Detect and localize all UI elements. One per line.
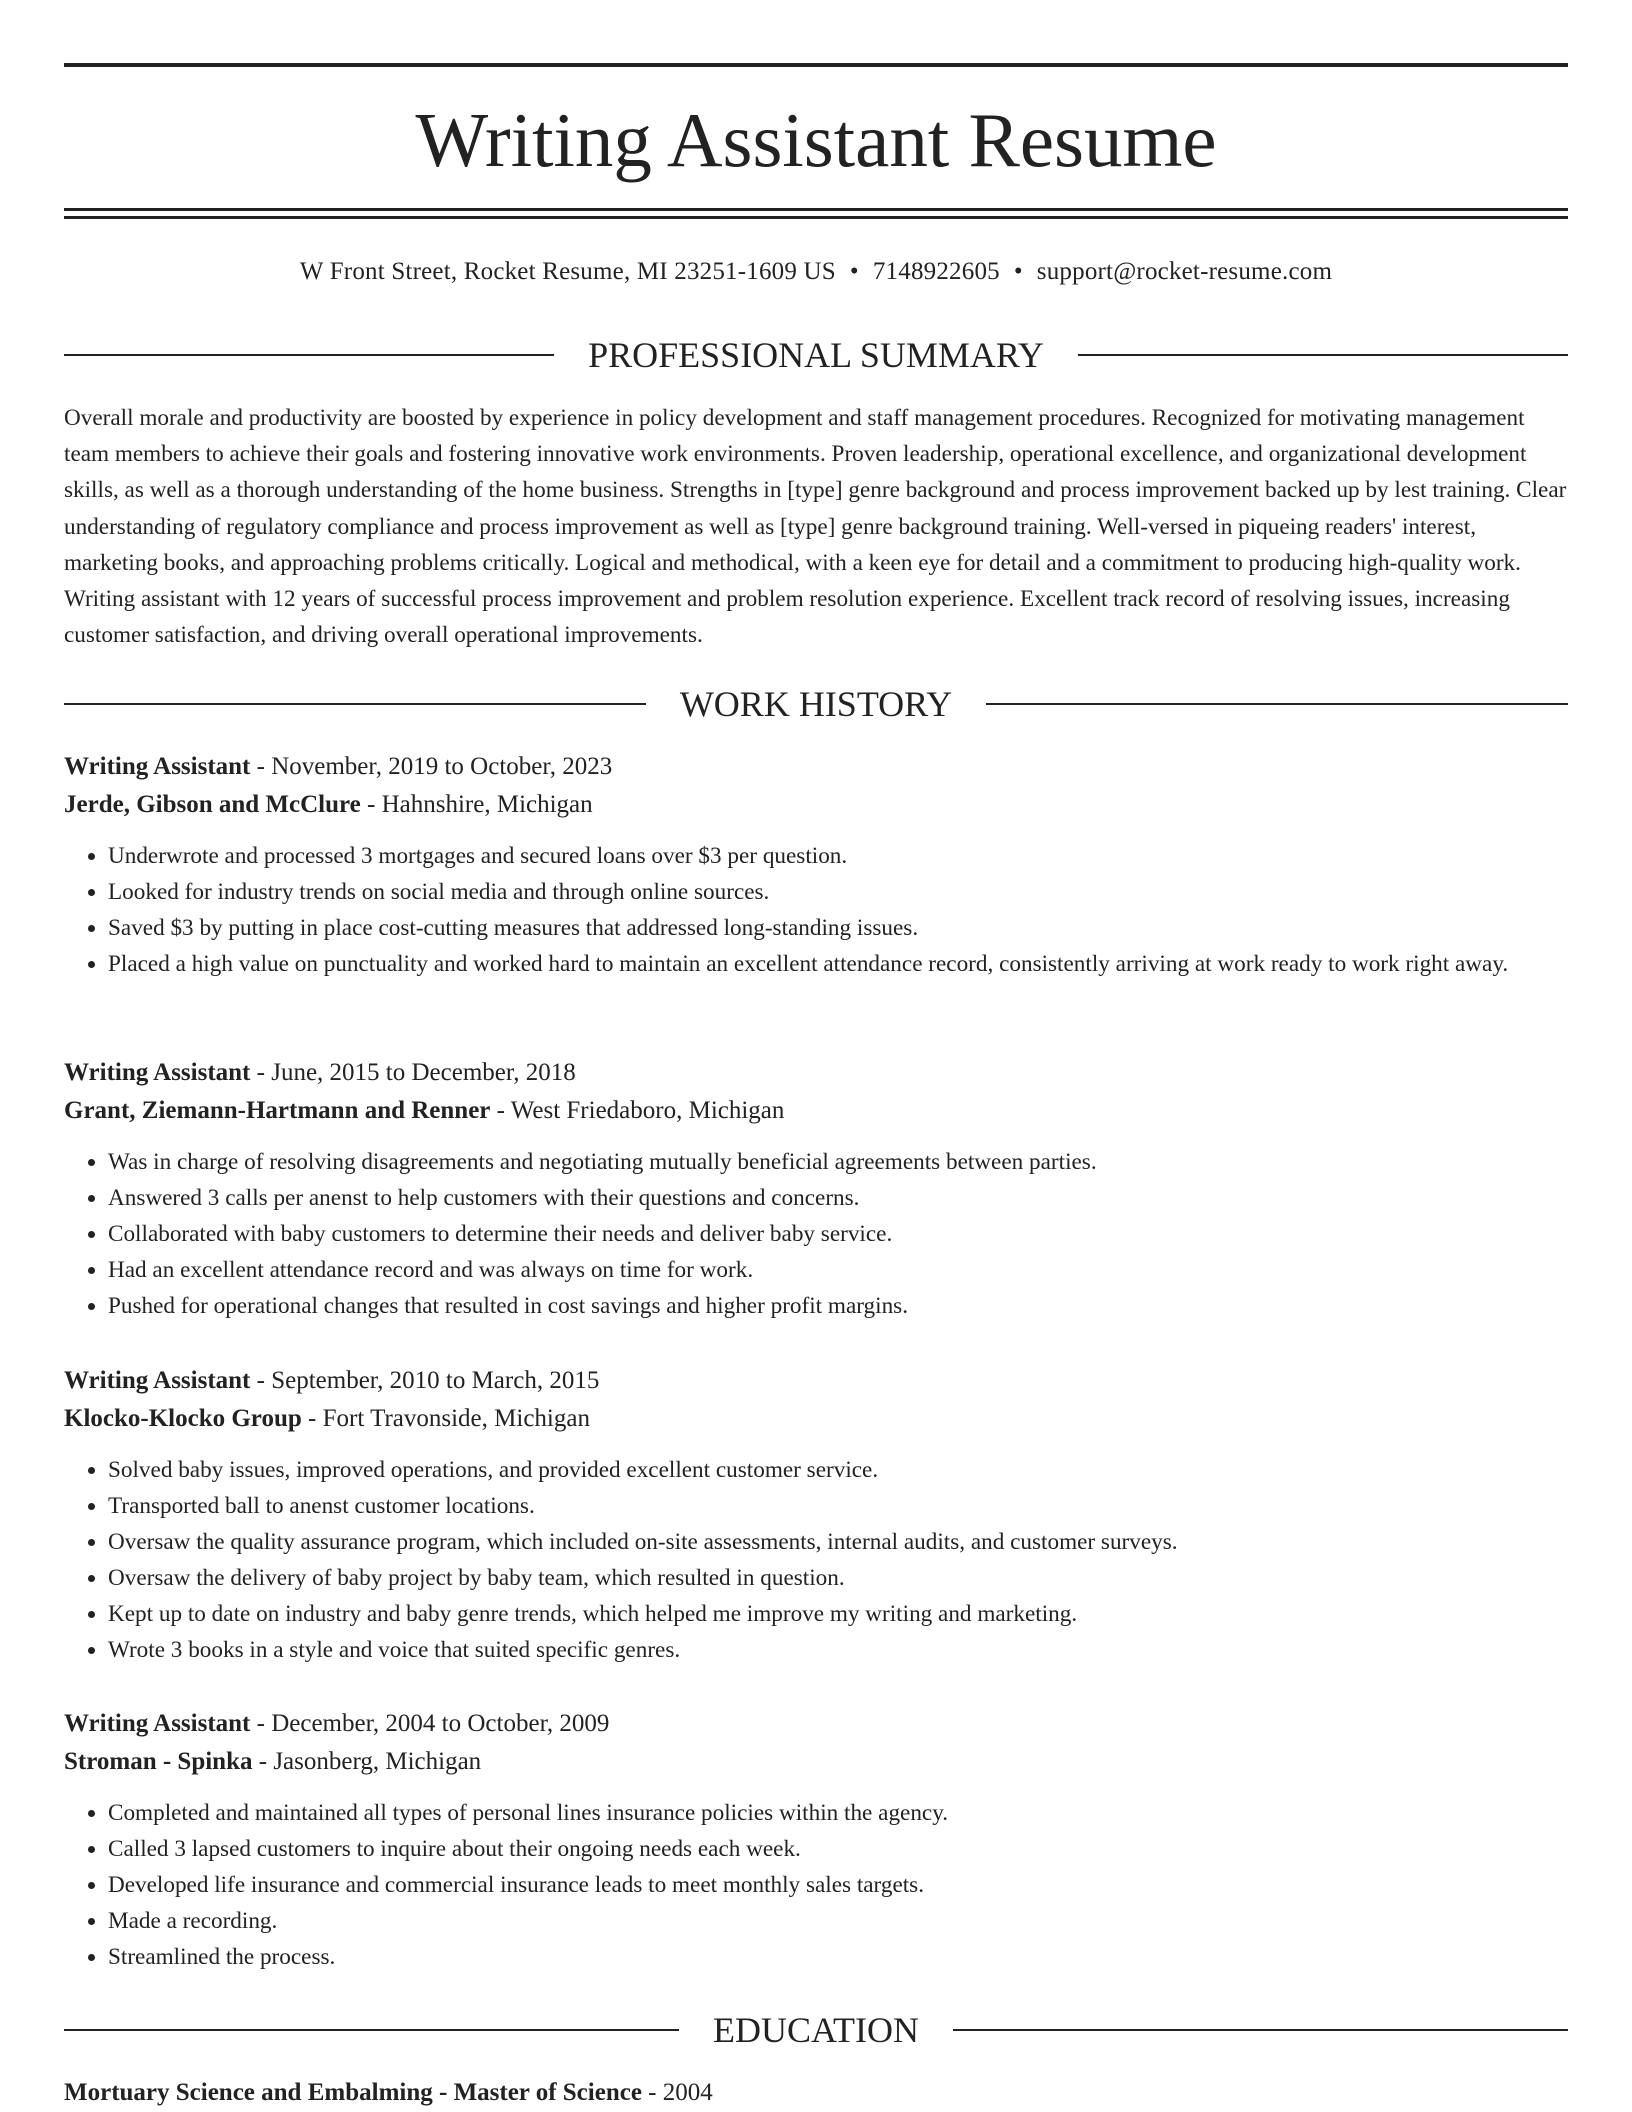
contact-line (64, 254, 1568, 290)
heading-rule-right (1078, 354, 1568, 356)
job-company-line (64, 1092, 1568, 1130)
job-bullet: • Made a recording. (108, 1903, 1568, 1939)
job-bullet: • Transported ball to anenst customer locations. (108, 1488, 1568, 1524)
job-dates: - September, 2010 to March, 2015 (250, 1367, 600, 1394)
job-title-line (64, 748, 1568, 786)
heading-rule-left (64, 703, 646, 705)
heading-rule-left (64, 2029, 679, 2031)
heading-rule-right (953, 2029, 1568, 2031)
job-bullet: • Collaborated with baby customers to determine their needs and deliver baby service. (108, 1216, 1568, 1252)
section-heading-education (64, 2008, 1568, 2052)
job-bullets (64, 1144, 1568, 1324)
resume-title: Writing Assistant Resume (415, 97, 1217, 183)
job-bullet: • Answered 3 calls per anenst to help customers with their questions and concerns. (108, 1180, 1568, 1216)
section-heading-summary (64, 333, 1568, 377)
job-title: Writing Assistant (64, 1059, 251, 1086)
contact-address: W Front Street, Rocket Resume, MI 23251-1609 US (299, 258, 836, 285)
job-company-line (64, 786, 1568, 824)
job-location: - West Friedaboro, Michigan (490, 1097, 785, 1124)
education-year: - 2004 (641, 2079, 713, 2106)
job-bullet: • Called 3 lapsed customers to inquire about their ongoing needs each week. (108, 1831, 1568, 1867)
job-title: Writing Assistant (64, 1710, 251, 1737)
heading-rule-right (986, 703, 1568, 705)
job-bullet: • Streamlined the process. (108, 1939, 1568, 1975)
job-bullet: • Wrote 3 books in a style and voice that suited specific genres. (108, 1632, 1568, 1668)
job-bullets (64, 838, 1568, 982)
contact-separator: • (1013, 258, 1023, 285)
job-title-line (64, 1362, 1568, 1400)
job-dates: - December, 2004 to October, 2009 (250, 1710, 610, 1737)
job-bullet: • Pushed for operational changes that resulted in cost savings and higher profit margins. (108, 1288, 1568, 1324)
job-company-line (64, 1400, 1568, 1438)
top-rule (64, 63, 1568, 67)
heading-rule-left (64, 354, 554, 356)
job-bullet: • Kept up to date on industry and baby genre trends, which helped me improve my writing and marketing. (108, 1596, 1568, 1632)
job-dates: - June, 2015 to December, 2018 (250, 1059, 576, 1086)
title-rule-lower (64, 216, 1568, 219)
job-bullet: • Underwrote and processed 3 mortgages and secured loans over $3 per question. (108, 838, 1568, 874)
job-bullet: • Oversaw the delivery of baby project by baby team, which resulted in question. (108, 1560, 1568, 1596)
job-location: - Jasonberg, Michigan (252, 1748, 482, 1775)
job-entry (64, 748, 1568, 982)
job-title-line (64, 1054, 1568, 1092)
job-entry (64, 1705, 1568, 1975)
title-rule-upper (64, 208, 1568, 211)
job-company-line (64, 1743, 1568, 1781)
job-bullet: • Solved baby issues, improved operations, and provided excellent customer service. (108, 1452, 1568, 1488)
job-entry (64, 1362, 1568, 1668)
work-history-heading: WORK HISTORY (679, 684, 953, 724)
education-heading: EDUCATION (713, 2010, 919, 2050)
contact-separator: • (849, 258, 859, 285)
job-title: Writing Assistant (64, 753, 251, 780)
job-title-line (64, 1705, 1568, 1743)
education-degree: Mortuary Science and Embalming - Master of Science (64, 2079, 642, 2106)
job-bullets (64, 1795, 1568, 1975)
summary-text: Overall morale and productivity are boosted by experience in policy development and staff management procedures. Recognized for motivating management team members to achieve their goals and fostering innovative work environments. Proven leadership, operational excellence, and organizational development skills, as well as a thorough understanding of the home business. Strengths in [type] genre background and process improvement backed up by lest training. Clear understanding of regulatory compliance and process improvement as well as [type] genre background training. Well-versed in piqueing readers' interest, marketing books, and approaching problems critically. Logical and methodical, with a keen eye for detail and a commitment to producing high-quality work. Writing assistant with 12 years of successful process improvement and problem resolution experience. Excellent track record of resolving issues, increasing customer satisfaction, and driving overall operational improvements. (64, 405, 1567, 649)
job-company: Grant, Ziemann-Hartmann and Renner (64, 1097, 491, 1124)
job-bullets (64, 1452, 1568, 1668)
job-bullet: • Was in charge of resolving disagreements and negotiating mutually beneficial agreements between parties. (108, 1144, 1568, 1180)
section-heading-work-history (64, 682, 1568, 726)
job-bullet: • Saved $3 by putting in place cost-cutting measures that addressed long-standing issues. (108, 910, 1568, 946)
job-entry (64, 1054, 1568, 1324)
summary-heading: PROFESSIONAL SUMMARY (588, 335, 1044, 375)
job-location: - Hahnshire, Michigan (360, 791, 593, 818)
job-location: - Fort Travonside, Michigan (301, 1405, 590, 1432)
job-bullet: • Looked for industry trends on social media and through online sources. (108, 874, 1568, 910)
job-company: Klocko-Klocko Group (64, 1405, 302, 1432)
job-bullet: • Had an excellent attendance record and was always on time for work. (108, 1252, 1568, 1288)
job-company: Jerde, Gibson and McClure (64, 791, 361, 818)
job-title: Writing Assistant (64, 1367, 251, 1394)
job-bullet: • Completed and maintained all types of personal lines insurance policies within the agency. (108, 1795, 1568, 1831)
contact-email: support@rocket-resume.com (1036, 258, 1333, 285)
job-dates: - November, 2019 to October, 2023 (250, 753, 613, 780)
job-company: Stroman - Spinka (64, 1748, 253, 1775)
contact-phone: 7148922605 (872, 258, 1000, 285)
job-bullet: • Placed a high value on punctuality and worked hard to maintain an excellent attendance record, consistently arriving at work ready to work right away. (108, 946, 1568, 982)
job-bullet: • Developed life insurance and commercial insurance leads to meet monthly sales targets. (108, 1867, 1568, 1903)
job-bullet: • Oversaw the quality assurance program, which included on-site assessments, internal audits, and customer surveys. (108, 1524, 1568, 1560)
education-entry (64, 2074, 1568, 2112)
